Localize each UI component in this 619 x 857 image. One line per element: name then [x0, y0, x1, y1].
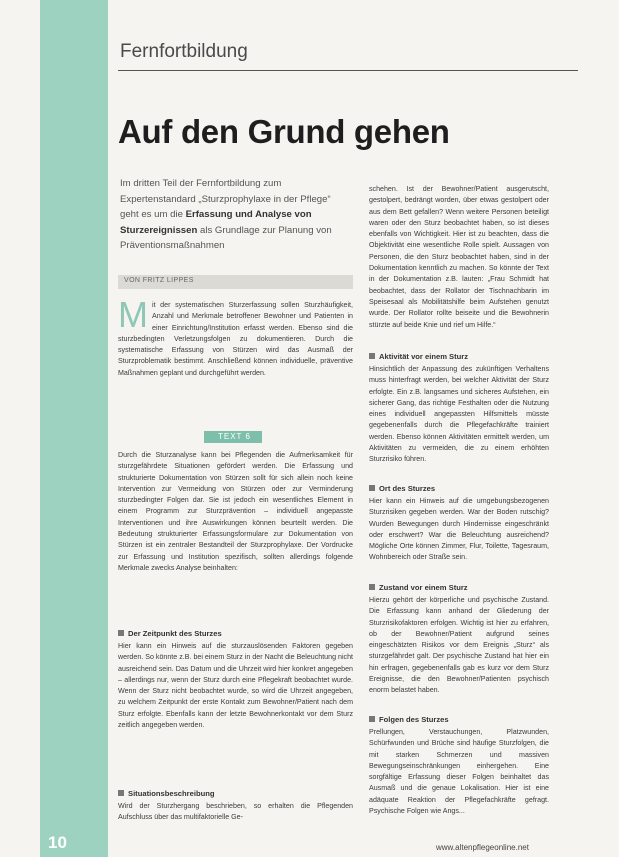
col2-heading-2 [369, 484, 549, 493]
heading-text: Situationsbeschreibung [128, 789, 215, 798]
intro-paragraph [118, 294, 353, 379]
intro-text: it der systematischen Sturzerfassung sollen Sturzhäufigkeit, Anzahl und Merkmale betroffener Bewohner und Patienten in einer Einrichtung/Institution erfasst werden. Ebenso sind die sturzbedingten Verletzungsfolgen zu dokumentieren. Durch die systematische Erfassung von Stürzen wird das Ausmaß der Sturzproblematik bestimmt. Anschließend können individuelle, präventive Maßnahmen geplant und durchgeführt werden. [118, 301, 353, 377]
heading-text: Zustand vor einem Sturz [379, 583, 468, 592]
lead-post: als Grundlage zur Planung von Präventionsmaßnahmen [120, 224, 332, 251]
col2-heading-3 [369, 583, 549, 592]
col2-paragraph-4: Hierzu gehört der körperliche und psychische Zustand. Die Erfassung kann anhand der Gliederung der Sturzrisikofaktoren erfolgen. Wichtig ist hier zu erfahren, ob der Bewohner/Patient aufgrund seines eingeschätzten Risikos vor dem Ereignis „Sturz“ als sturzgefährdet galt. Der psychische Zustand hat hier ein hin erfragen, gegebenenfalls gab es kurz vor dem Sturz Ereignisse, die den Bewohner/Patienten psychisch enorm belastet haben. [369, 596, 549, 695]
article-title: Auf den Grund gehen [118, 113, 450, 150]
col2-paragraph-3: Hier kann ein Hinweis auf die umgebungsbezogenen Sturzrisiken gegeben werden. War der Boden rutschig? Wurden Bewegungen durch Hindernisse eingeschränkt oder erschwert? War die Beleuchtung ausreichend? Mögliche Orte können Zimmer, Flur, Toilette, Tagesraum, Wohnbereich oder Straße sein. [369, 497, 549, 562]
heading-text: Ort des Sturzes [379, 484, 436, 493]
square-bullet-icon [369, 485, 375, 491]
article-lead [120, 176, 348, 254]
col2-heading-1 [369, 352, 549, 361]
col1-paragraph-2: Durch die Sturzanalyse kann bei Pflegenden die Aufmerksamkeit für sturzgefährdete Situationen gefördert werden. Die Erfassung und strukturierte Dokumentation von Stürzen sollt für sich allein noch keine Intervention zur Vermeidung von Stürzen oder zur Verminderung sturzbedingter Folgen dar. Sie ist jedoch ein wesentliches Element in einem Programm zur Sturzprävention – individuell angepasste Interventionen und ihre Auswirkungen können beurteilt werden. Die Bedeutung strukturierter Erfassungsformulare zur Dokumentation von Stürzen ist ein zentraler Bestandteil der Sturzprophylaxe. Der Vordrucke zur Erfassung und Institution spezifisch, sollten allerdings folgende Merkmale zwecks Analyse beinhalten: [118, 451, 353, 572]
square-bullet-icon [369, 584, 375, 590]
lead-bold: Erfassung und Analyse von Sturzereignissen [120, 209, 312, 236]
author-byline: VON FRITZ LIPPES [124, 277, 194, 284]
col2-paragraph-2: Hinsichtlich der Anpassung des zukünftigen Verhaltens muss hinterfragt werden, bei welcher Aktivität der Sturz erfolgte. Ein z.B. langsames und sicheres Aufstehen, ein sicherer Gang, das richtige Festhalten oder die Nutzung eines individuell angepassten Hilfsmittels müsste gegebenenfalls durch die Pflegefachkräfte trainiert werden. Ebenso können Aktivitäten ermittelt werden, um Aktivitäten zu vermeiden, die zu einem erhöhten Sturzrisiko führen. [369, 365, 549, 464]
col1-heading-2 [118, 789, 353, 798]
col2-paragraph-1: schehen. Ist der Bewohner/Patient ausgerutscht, gestolpert, bedrängt worden, über etwas gestolpert oder aus dem Bett gefallen? Wenn weitere Personen beteiligt waren oder den Sturz beobachtet haben, so ist dieses ebenfalls von Wichtigkeit. Hier ist zu beachten, dass die Objektivität eine wesentliche Rolle spielt. Aussagen von Personen, die den Sturz beobachtet haben, sind in der Dokumentation kenntlich zu machen. So könnte der Text in der Dokumentation z.B. lauten: „Frau Schmidt hat beobachtet, dass der Rollator der Tischnachbarin im Speisesaal als Mobilitätshilfe beim Aufstehen genutzt wurde. Der Rollator rollte beiseite und die Bewohnerin stürzte auf beide Knie und rief um Hilfe.“ [369, 185, 549, 329]
text-tag-label: TEXT 6 [218, 432, 251, 441]
square-bullet-icon [369, 716, 375, 722]
col1-paragraph-4: Wird der Sturzhergang beschrieben, so erhalten die Pflegenden Aufschluss über das multifaktorielle Ge- [118, 802, 353, 822]
col1-paragraph-3: Hier kann ein Hinweis auf die sturzauslösenden Faktoren gegeben werden. So könnte z.B. bei einem Sturz in der Nacht die Beleuchtung nicht ausreichend sein. Das Datum und die Uhrzeit wird hier konkret angegeben – allerdings nur, wenn der Sturz durch eine Pflegekraft beobachtet wurde. Wenn der Sturz nicht beobachtet wurde, so wird die Uhrzeit angegeben, zu welchem Zeitpunkt der erste Kontakt zum Bewohner/Patient nach dem Sturz erfolgte. Ebenfalls kann der letzte Bewohnerkontakt vor dem Sturz zeitlich angegeben werden. [118, 642, 353, 730]
col1-heading-1 [118, 629, 353, 638]
section-label: Fernfortbildung [120, 41, 248, 62]
heading-text: Der Zeitpunkt des Sturzes [128, 629, 222, 638]
header-rule [118, 70, 578, 71]
page-number: 10 [48, 833, 67, 852]
heading-text: Folgen des Sturzes [379, 715, 449, 724]
col2-heading-4 [369, 715, 549, 724]
square-bullet-icon [118, 790, 124, 796]
heading-text: Aktivität vor einem Sturz [379, 352, 469, 361]
col2-paragraph-5: Prellungen, Verstauchungen, Platzwunden, Schürfwunden und Brüche sind häufige Sturzfolgen, die mit starken Schmerzen und massiven Bewegungseinschränkungen einhergehen. Eine sorgfältige Erfassung dieser Folgen beinhaltet das Ausmaß und die genaue Lokalisation. Hier ist eine adäquate Reaktion der Pflegefachkräfte gefragt. Psychische Folgen wie Angs... [369, 728, 549, 816]
drop-cap: M [118, 294, 148, 335]
square-bullet-icon [118, 630, 124, 636]
footer-url: www.altenpflegeonline.net [436, 843, 529, 852]
left-color-band [40, 0, 108, 857]
square-bullet-icon [369, 353, 375, 359]
lead-pre: Im dritten Teil der Fernfortbildung zum Expertenstandard „Sturzprophylaxe in der Pflege“ geht es um die [120, 178, 331, 220]
